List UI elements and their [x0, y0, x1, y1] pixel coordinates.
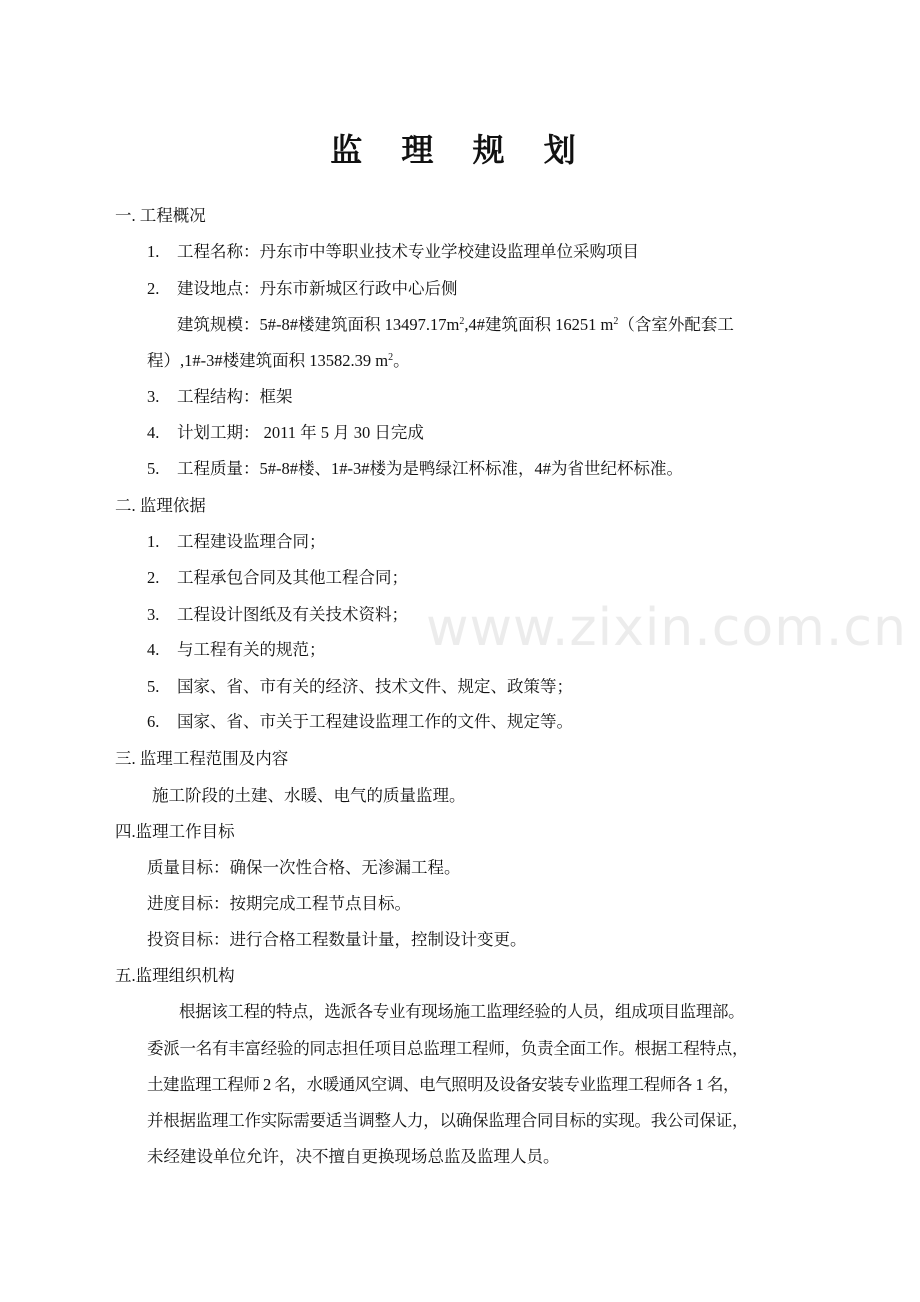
item-text: 工程结构：框架 — [177, 387, 293, 406]
building-scale-line2 — [147, 349, 410, 373]
scale-text-c: （含室外配套工 — [618, 315, 734, 334]
list-item — [147, 566, 408, 590]
list-item — [147, 530, 326, 554]
scope-text: 施工阶段的土建、水暖、电气的质量监理。 — [152, 786, 466, 805]
item-number: 3. — [147, 605, 160, 624]
item-text: 国家、省、市有关的经济、技术文件、规定、政策等； — [177, 677, 573, 696]
document-title: 监 理 规 划 — [330, 131, 590, 169]
item-number: 3. — [147, 387, 160, 406]
list-item — [147, 421, 424, 445]
item-text: 建设地点：丹东市新城区行政中心后侧 — [177, 279, 458, 298]
paragraph-line: 根据该工程的特点，选派各专业有现场施工监理经验的人员，组成项目监理部。 — [179, 1002, 745, 1021]
section-heading-goals: 四.监理工作目标 — [115, 822, 235, 841]
section-heading-overview: 一. 工程概况 — [115, 206, 206, 225]
item-text: 工程设计图纸及有关技术资料； — [177, 605, 408, 624]
list-item — [147, 603, 408, 627]
superscript: 2 — [388, 352, 394, 363]
list-item — [147, 675, 573, 699]
paragraph-line: 并根据监理工作实际需要适当调整人力，以确保监理合同目标的实现。我公司保证， — [147, 1111, 749, 1130]
item-text: 工程建设监理合同； — [177, 532, 326, 551]
item-text: 工程质量：5#-8#楼、1#-3#楼为是鸭绿江杯标准，4#为省世纪杯标准。 — [177, 459, 683, 478]
paragraph-line: 未经建设单位允许，决不擅自更换现场总监及监理人员。 — [147, 1147, 560, 1166]
list-item — [147, 277, 458, 301]
list-item — [147, 240, 639, 264]
paragraph-line: 委派一名有丰富经验的同志担任项目总监理工程师，负责全面工作。根据工程特点， — [147, 1039, 749, 1058]
section-heading-scope: 三. 监理工程范围及内容 — [115, 749, 289, 768]
superscript: 2 — [459, 316, 465, 327]
list-item — [147, 457, 683, 481]
scale-text-a: 建筑规模：5#-8#楼建筑面积 13497.17m — [177, 315, 460, 334]
list-item — [147, 710, 573, 734]
item-number: 5. — [147, 459, 160, 478]
section-heading-organization: 五.监理组织机构 — [115, 966, 235, 985]
superscript: 2 — [613, 316, 619, 327]
scale-text-d: 程）,1#-3#楼建筑面积 13582.39 m — [147, 351, 389, 370]
item-number: 4. — [147, 640, 160, 659]
item-number: 6. — [147, 712, 160, 731]
building-scale-line1 — [177, 313, 734, 337]
item-number: 4. — [147, 423, 160, 442]
scale-text-e: 。 — [393, 351, 410, 370]
progress-goal: 进度目标：按期完成工程节点目标。 — [147, 894, 411, 913]
paragraph-line: 土建监理工程师 2 名，水暖通风空调、电气照明及设备安装专业监理工程师各 1 名， — [147, 1075, 740, 1094]
list-item — [147, 638, 326, 662]
item-number: 5. — [147, 677, 160, 696]
item-number: 2. — [147, 279, 160, 298]
item-text: 工程名称：丹东市中等职业技术专业学校建设监理单位采购项目 — [177, 242, 639, 261]
item-text: 计划工期： 2011 年 5 月 30 日完成 — [177, 423, 424, 442]
quality-goal: 质量目标：确保一次性合格、无渗漏工程。 — [147, 858, 461, 877]
item-text: 工程承包合同及其他工程合同； — [177, 568, 408, 587]
item-text: 国家、省、市关于工程建设监理工作的文件、规定等。 — [177, 712, 573, 731]
item-number: 2. — [147, 568, 160, 587]
item-number: 1. — [147, 242, 160, 261]
watermark: www.zixin.com.cn — [426, 598, 907, 658]
item-text: 与工程有关的规范； — [177, 640, 326, 659]
list-item — [147, 385, 293, 409]
section-heading-basis: 二. 监理依据 — [115, 496, 206, 515]
investment-goal: 投资目标：进行合格工程数量计量，控制设计变更。 — [147, 930, 527, 949]
scale-text-b: ,4#建筑面积 16251 m — [464, 315, 614, 334]
item-number: 1. — [147, 532, 160, 551]
